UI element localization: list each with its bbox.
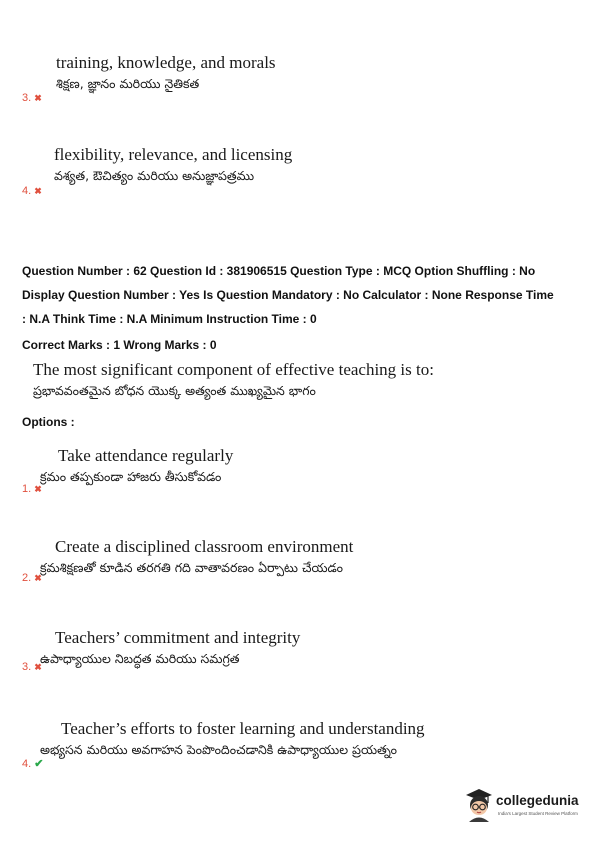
cross-icon: ✖ bbox=[34, 662, 42, 672]
question-meta-line3: : N.A Think Time : N.A Minimum Instruction Time : 0 bbox=[22, 312, 317, 326]
logo-name: collegedunia bbox=[496, 793, 579, 808]
option-1-label bbox=[22, 483, 42, 495]
cross-icon: ✖ bbox=[34, 573, 42, 583]
check-icon: ✔ bbox=[34, 758, 44, 770]
question-telugu: ప్రభావవంతమైన బోధన యొక్క అత్యంత ముఖ్యమైన భాగం bbox=[33, 383, 316, 398]
student-mascot-icon bbox=[462, 786, 496, 822]
cross-icon: ✖ bbox=[34, 93, 42, 103]
cross-icon: ✖ bbox=[34, 186, 42, 196]
option-2-label bbox=[22, 572, 42, 584]
option-3-telugu: ఉపాధ్యాయుల నిబద్ధత మరియు సమగ్రత bbox=[40, 651, 240, 666]
prev-option-3-telugu: శిక్షణ, జ్ఞానం మరియు నైతికత bbox=[56, 76, 200, 91]
question-english: The most significant component of effective teaching is to: bbox=[33, 360, 434, 379]
option-3-number: 3. bbox=[22, 661, 32, 673]
collegedunia-logo bbox=[462, 784, 582, 826]
option-2-telugu: క్రమశిక్షణతో కూడిన తరగతి గది వాతావరణం ఏర్పాటు చేయడం bbox=[40, 560, 343, 575]
option-1-number: 1. bbox=[22, 483, 32, 495]
option-2-english: Create a disciplined classroom environment bbox=[55, 537, 354, 556]
logo-tagline: India's Largest Student Review Platform bbox=[498, 811, 578, 816]
option-3-label bbox=[22, 661, 42, 673]
option-4-telugu: అభ్యసన మరియు అవగాహన పెంపొందించడానికి ఉపాధ్యాయుల ప్రయత్నం bbox=[40, 742, 397, 757]
option-4-number: 4. bbox=[22, 758, 32, 770]
options-label: Options : bbox=[22, 415, 75, 429]
option-4-english: Teacher’s efforts to foster learning and understanding bbox=[61, 719, 425, 738]
option-1-english: Take attendance regularly bbox=[58, 446, 234, 465]
option-3-english: Teachers’ commitment and integrity bbox=[55, 628, 301, 647]
question-marks: Correct Marks : 1 Wrong Marks : 0 bbox=[22, 338, 217, 352]
cross-icon: ✖ bbox=[34, 484, 42, 494]
prev-option-4-label bbox=[22, 185, 42, 197]
prev-option-4-english: flexibility, relevance, and licensing bbox=[54, 145, 293, 164]
prev-option-3-english: training, knowledge, and morals bbox=[56, 53, 276, 72]
option-2-number: 2. bbox=[22, 572, 32, 584]
option-4-label bbox=[22, 757, 43, 770]
prev-option-3-label bbox=[22, 92, 42, 104]
question-meta-line1: Question Number : 62 Question Id : 381906515 Question Type : MCQ Option Shuffling : No bbox=[22, 264, 536, 278]
question-meta-line2: Display Question Number : Yes Is Question Mandatory : No Calculator : None Response Time bbox=[22, 288, 554, 302]
prev-option-4-telugu: వశ్యత, ఔచిత్యం మరియు అనుజ్ఞాపత్రము bbox=[54, 168, 255, 183]
prev-option-3-number: 3. bbox=[22, 92, 32, 104]
option-1-telugu: క్రమం తప్పకుండా హాజరు తీసుకోవడం bbox=[40, 469, 222, 484]
prev-option-4-number: 4. bbox=[22, 185, 32, 197]
